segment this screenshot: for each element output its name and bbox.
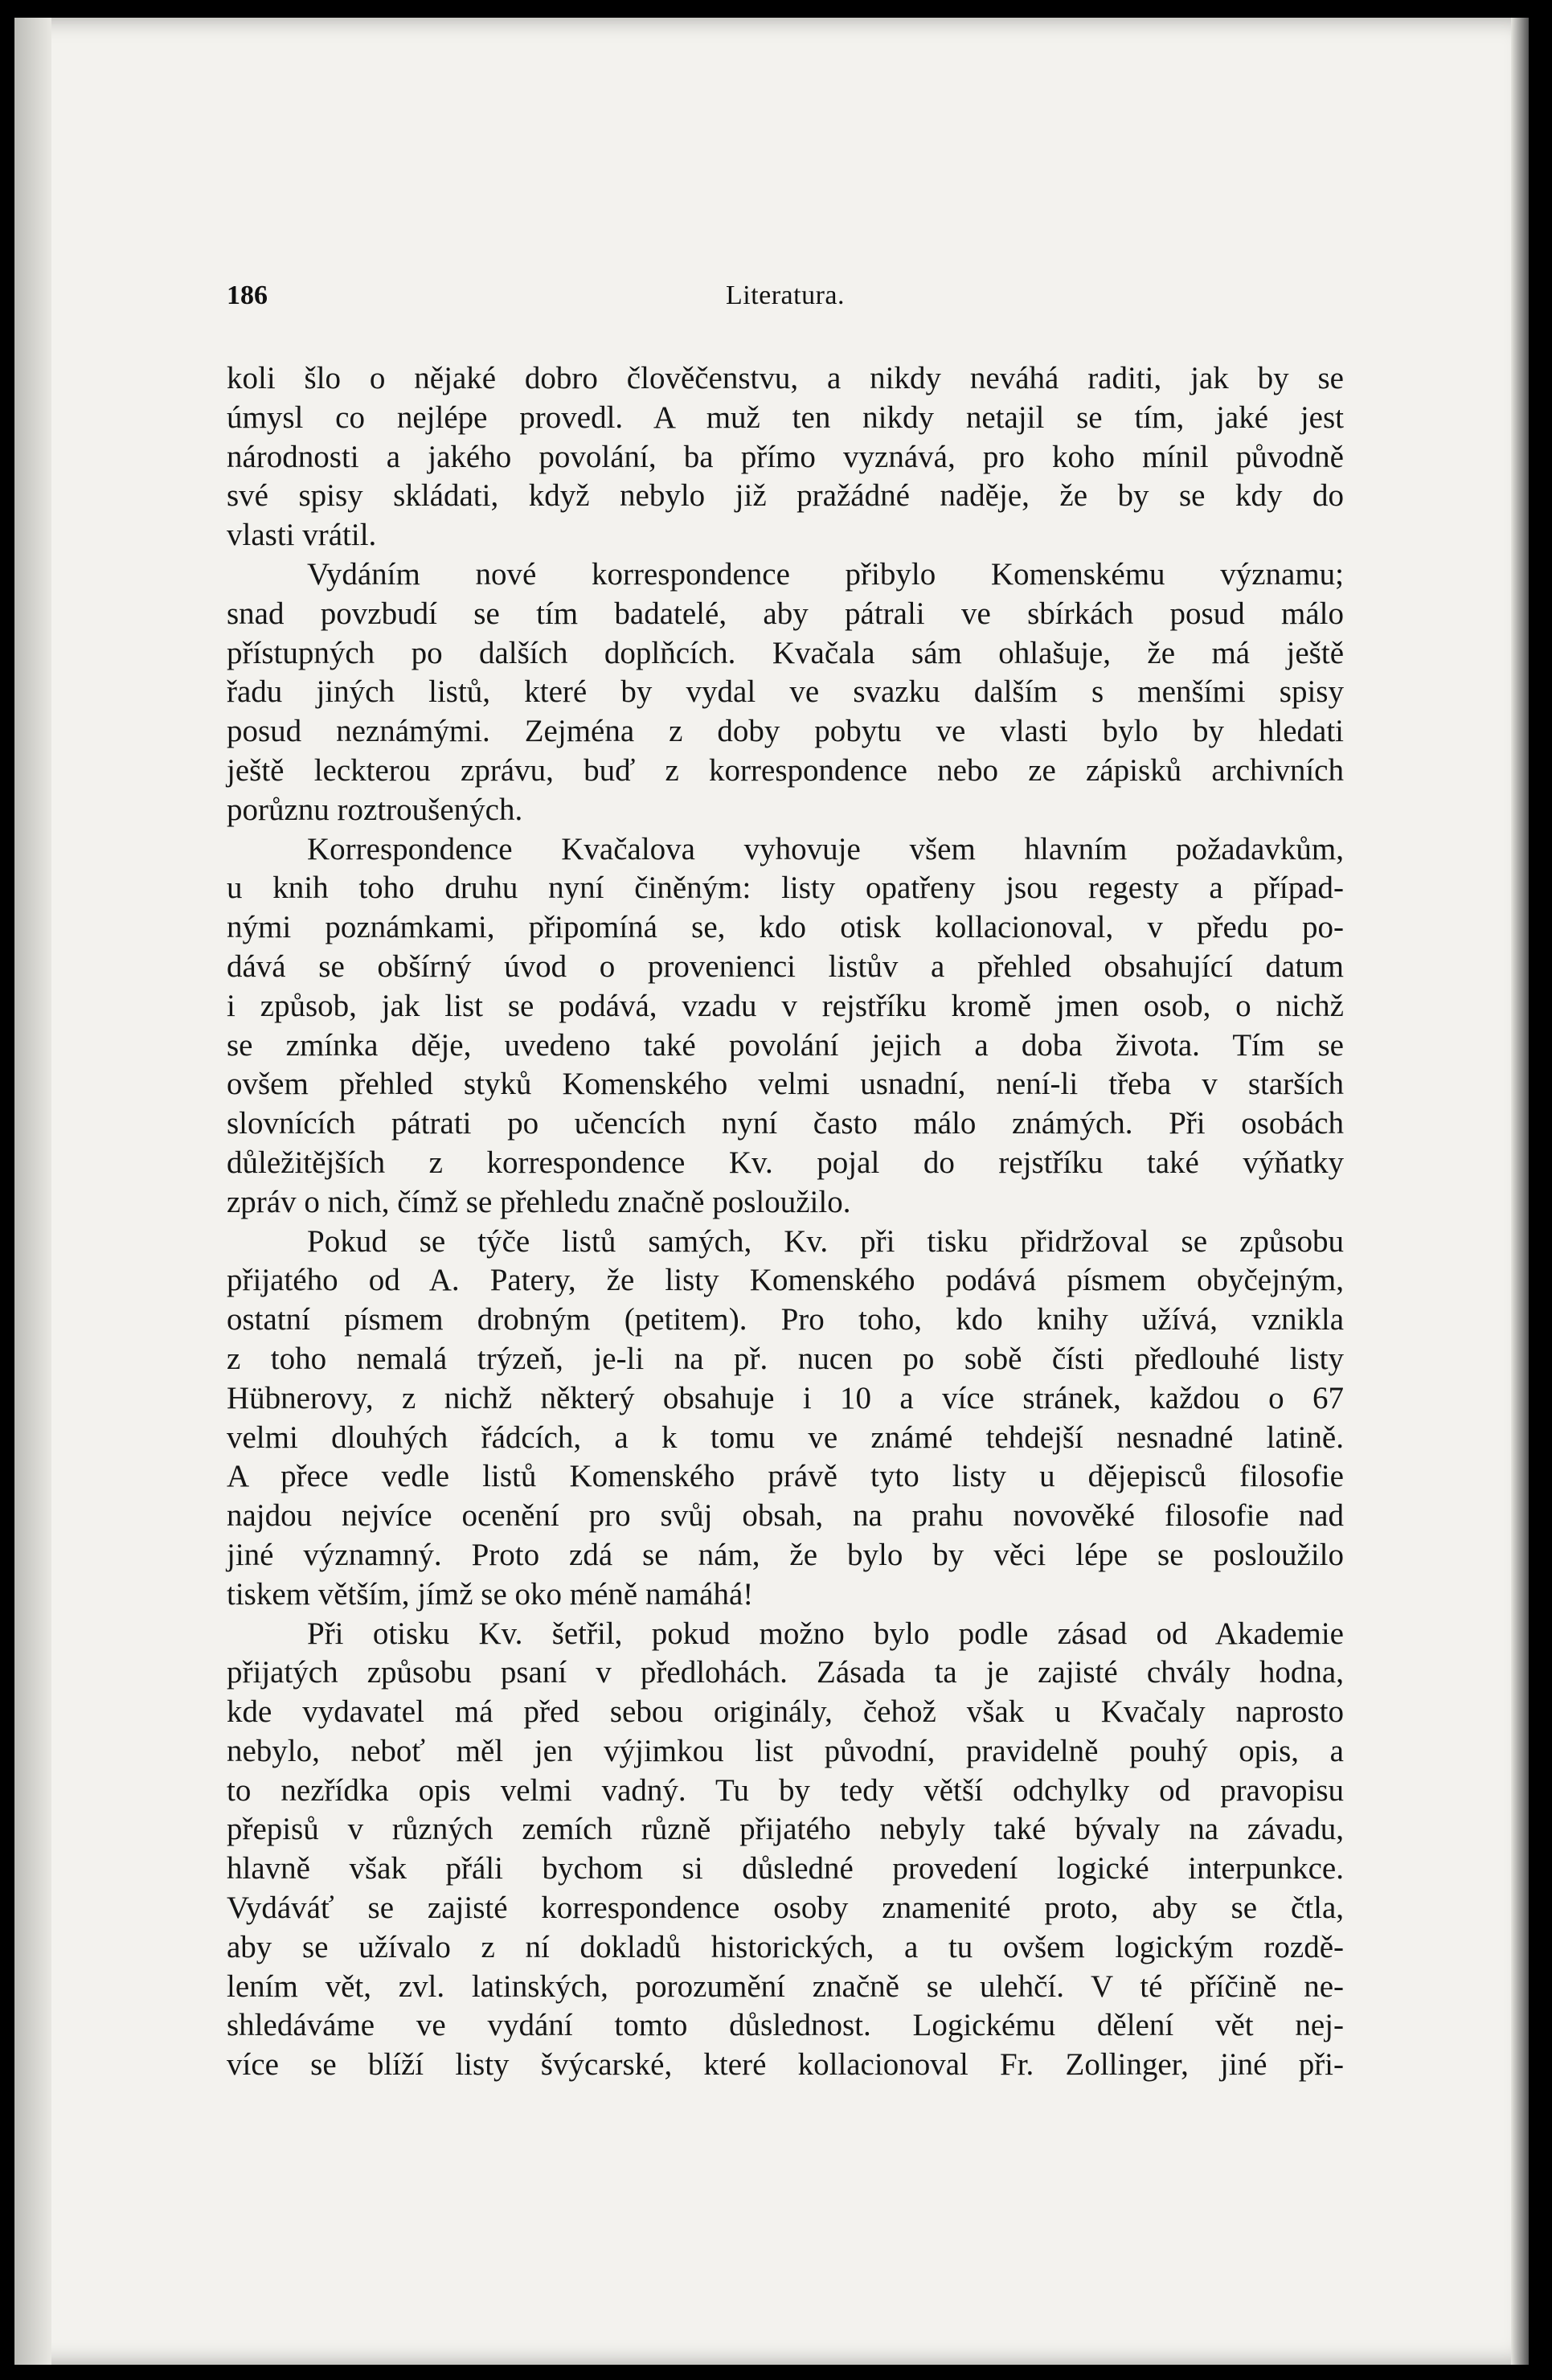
- text-line: své spisy skládati, když nebylo již pražádné naděje, že by se kdy do: [227, 478, 1344, 514]
- text-line: důležitějších z korrespondence Kv. pojal do rejstříku také výňatky: [227, 1145, 1344, 1180]
- text-line: porůznu roztroušených.: [227, 792, 523, 827]
- text-line: A přece vedle listů Komenského právě tyto listy u dějepisců filosofie: [227, 1459, 1344, 1494]
- text-line: najdou nejvíce ocenění pro svůj obsah, na prahu novověké filosofie nad: [227, 1498, 1344, 1534]
- text-line: aby se užívalo z ní dokladů historických, a tu ovšem logickým rozdě-: [227, 1929, 1344, 1964]
- text-line: lením vět, zvl. latinských, porozumění značně se ulehčí. V té příčině ne-: [227, 1968, 1344, 2004]
- page-header: [227, 281, 1344, 321]
- text-line: vlasti vrátil.: [227, 518, 377, 553]
- text-line: koli šlo o nějaké dobro člověčenstvu, a nikdy neváhá raditi, jak by se: [227, 361, 1344, 395]
- text-line: nými poznámkami, připomíná se, kdo otisk kollacionoval, v předu po-: [227, 910, 1344, 945]
- text-line: ostatní písmem drobným (petitem). Pro toho, kdo knihy užívá, vznikla: [227, 1302, 1344, 1337]
- text-line: jiné významný. Proto zdá se nám, že bylo by věci lépe se posloužilo: [227, 1537, 1344, 1572]
- text-line: národnosti a jakého povolání, ba přímo vyznává, pro koho mínil původně: [227, 439, 1344, 474]
- text-line: Vydáváť se zajisté korrespondence osoby znamenité proto, aby se čtla,: [227, 1890, 1344, 1926]
- text-line: velmi dlouhých řádcích, a k tomu ve známé tehdejší nesnadné latině.: [227, 1419, 1344, 1455]
- paragraph-first-line: Vydáním nové korrespondence přibylo Komenskému významu;: [307, 556, 1344, 592]
- text-line: tiskem větším, jímž se oko méně namáhá!: [227, 1576, 754, 1612]
- page-binding-edge: [14, 18, 51, 2365]
- text-line: z toho nemalá trýzeň, je-li na př. nucen po sobě čísti předlouhé listy: [227, 1341, 1344, 1376]
- text-line: kde vydavatel má před sebou originály, čehož však u Kvačaly naprosto: [227, 1694, 1344, 1730]
- text-line: se zmínka děje, uvedeno také povolání jejich a doba života. Tím se: [227, 1027, 1344, 1063]
- book-page: [14, 18, 1529, 2365]
- text-line: dává se obšírný úvod o provenienci listův a přehled obsahující datum: [227, 948, 1344, 984]
- paragraph-first-line: Při otisku Kv. šetřil, pokud možno bylo podle zásad od Akademie: [307, 1616, 1344, 1651]
- text-line: zpráv o nich, čímž se přehledu značně posloužilo.: [227, 1184, 851, 1219]
- text-line: nebylo, neboť měl jen výjimkou list původní, pravidelně pouhý opis, a: [227, 1733, 1344, 1768]
- page-right-edge: [1511, 18, 1529, 2365]
- text-line: přepisů v různých zemích různě přijatého nebyly také bývaly na závadu,: [227, 1812, 1344, 1847]
- paragraph-first-line: Pokud se týče listů samých, Kv. při tisku přidržoval se způsobu: [307, 1223, 1344, 1259]
- text-line: přijatého od A. Patery, že listy Komenského podává písmem obyčejným,: [227, 1263, 1344, 1298]
- body-text: [227, 359, 1344, 2085]
- text-line: úmysl co nejlépe provedl. A muž ten nikdy netajil se tím, jaké jest: [227, 399, 1344, 435]
- text-line: posud neznámými. Zejména z doby pobytu ve vlasti bylo by hledati: [227, 714, 1344, 749]
- text-line: snad povzbudí se tím badatelé, aby pátrali ve sbírkách posud málo: [227, 596, 1344, 631]
- text-line: ještě leckterou zprávu, buď z korrespondence nebo ze zápisků archivních: [227, 752, 1344, 788]
- text-line: shledáváme ve vydání tomto důslednost. Logickému dělení vět nej-: [227, 2008, 1344, 2043]
- text-line: Hübnerovy, z nichž některý obsahuje i 10 a více stránek, každou o 67: [227, 1380, 1344, 1415]
- text-line: řadu jiných listů, které by vydal ve svazku dalším s menšími spisy: [227, 674, 1344, 710]
- paragraph-first-line: Korrespondence Kvačalova vyhovuje všem hlavním požadavkům,: [307, 831, 1344, 866]
- text-line: slovnících pátrati po učencích nyní často málo známých. Při osobách: [227, 1106, 1344, 1141]
- text-line: hlavně však přáli bychom si důsledné provedení logické interpunkce.: [227, 1851, 1344, 1886]
- text-line: i způsob, jak list se podává, vzadu v rejstříku kromě jmen osob, o nichž: [227, 988, 1344, 1023]
- running-head: Literatura.: [725, 281, 846, 310]
- text-line: to nezřídka opis velmi vadný. Tu by tedy větší odchylky od pravopisu: [227, 1772, 1344, 1808]
- text-line: přijatých způsobu psaní v předlohách. Zásada ta je zajisté chvály hodna,: [227, 1655, 1344, 1690]
- text-line: ovšem přehled styků Komenského velmi usnadní, není-li třeba v starších: [227, 1067, 1344, 1102]
- page-number: 186: [227, 281, 268, 310]
- text-line: více se blíží listy švýcarské, které kollacionoval Fr. Zollinger, jiné při-: [227, 2047, 1344, 2083]
- text-line: u knih toho druhu nyní činěným: listy opatřeny jsou regesty a případ-: [227, 870, 1344, 906]
- text-line: přístupných po dalších doplňcích. Kvačala sám ohlašuje, že má ještě: [227, 635, 1344, 670]
